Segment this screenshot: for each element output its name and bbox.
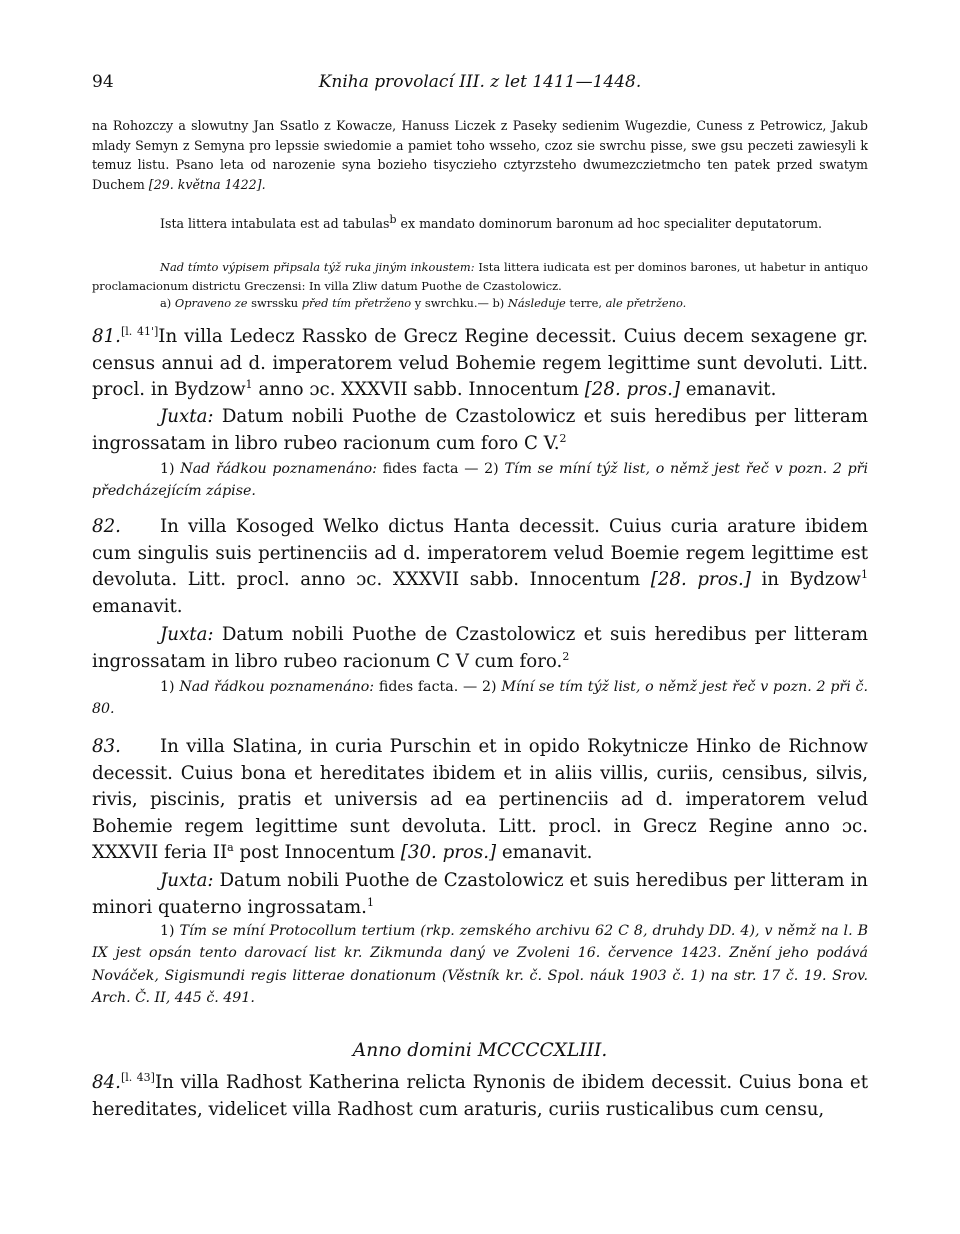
entry-82-footnotes: 1) Nad řádkou poznamenáno: fides facta. — 2) Míní se tím týž list, o němž jest řeč v pozn. 2 při č. 80. [92,679,868,718]
page-number: 94 [92,72,114,92]
entry-83-juxta: Juxta: Datum nobili Puothe de Czastolowicz et suis heredibus per litteram in minori quaterno ingrossatam.$^1$ [92,870,868,918]
entry-number: 81. [92,326,121,347]
entry-81: 81.[l. 41']In villa Ledecz Rassko de Grecz Regine decessit. Cuius decem sexagene gr. census annui ad d. imperatorem velud Bohemie regem legittime sunt devoluti. Litt. procl. in Bydzow$^1$ anno ɔc. XXXVII sabb. Innocentum [28. pros.] emanavit. [92,324,868,401]
folio-ref: [l. 41'] [120,324,159,338]
section-heading: Anno domini MCCCCXLIII. [352,1040,608,1061]
running-title: Kniha provolací III. z let 1411—1448. [318,72,642,92]
continuation-paragraph [92,116,868,194]
folio-ref: [l. 43] [120,1070,155,1084]
entry-83: 83. In villa Slatina, in curia Purschin et in opido Rokytnicze Hinko de Richnow decessit. Cuius bona et hereditates ibidem et in aliis villis, curiis, censibus, silvis, rivis, piscinis, pratis et universis ad ea pertinenciis ad d. imperatorem velud Bohemie regem legittime sunt devoluta. Litt. procl. in Grecz Regine anno ɔc. XXXVII feria $II^a$ post Innocentum [30. pros.] emanavit. [92,736,868,864]
entry-number: 83. [92,736,121,757]
footnotes-ab: a) Opraveno ze swrssku před tím přetrženo y swrchku.— b) Následuje terre, ale přetrženo. [160,296,687,310]
intabulation-note: Ista littera intabulata est ad tabulasb ex mandato dominorum baronum ad hoc specialiter deputatorum. [160,212,823,231]
entry-number: 82. [92,516,121,537]
continuation-date: [29. května 1422]. [148,176,266,192]
entry-81-juxta: Juxta: Datum nobili Puothe de Czastolowicz et suis heredibus per litteram ingrossatam in libro rubeo racionum cum foro C V.$^2$ [92,406,868,454]
entry-83-footnote: 1) Tím se míní Protocollum tertium (rkp. zemského archivu 62 C 8, druhdy DD. 4), v němž na l. B IX jest opsán tento darovací list kr. Zikmunda daný ve Zvoleni 16. července 1423. Znění jeho podává Nováček, Sigismundi regis litterae donationum (Věstník kr. č. Spol. náuk 1903 č. 1) na str. 17 č. 19. Srov. Arch. Č. II, 445 č. 491. [92,923,868,1007]
entry-84: 84.[l. 43]In villa Radhost Katherina relicta Rynonis de ibidem decessit. Cuius bona et hereditates, videlicet villa Radhost cum araturis, curiis rusticalibus cum censu, [92,1070,868,1120]
entry-82: 82. In villa Kosoged Welko dictus Hanta decessit. Cuius curia arature ibidem cum singulis suis pertinenciis ad d. imperatorem velud Boemie regem legittime est devoluta. Litt. procl. anno ɔc. XXXVII sabb. Innocentum [28. pros.] in Bydzow$^1$ emanavit. [92,516,868,617]
page-header [92,72,868,96]
entry-number: 84. [92,1072,121,1093]
entry-82-juxta: Juxta: Datum nobili Puothe de Czastolowicz et suis heredibus per litteram ingrossatam in libro rubeo racionum C V cum foro.$^2$ [92,624,868,672]
entry-81-footnotes: 1) Nad řádkou poznamenáno: fides facta — 2) Tím se míní týž list, o němž jest řeč v pozn. 2 při předcházejícím zápise. [92,461,868,500]
later-annotation: Nad tímto výpisem připsala týž ruka jiným inkoustem: Ista littera iudicata est per dominos barones, ut habetur in antiquo proclamacionum districtu Greczensi: In villa Zliw datum Puothe de Czastolowicz. [92,260,868,294]
continuation-text: na Rohozczy a slowutny Jan Ssatlo z Kowacze, Hanuss Liczek z Paseky sedienim Wugezdie, Cuness z Petrowicz, Jakub mlady Semyn z Semyna pro lepssie swiedomie a pamiet toho wsseho, czoz sie swrchu pisse, swe gsu peczeti zawiesyli k temuz listu. Psano leta od narozenie syna bozieho tisyczieho cztyrzsteho dwumezczietmcho ten patek przed swatym Duchem [92,118,868,192]
